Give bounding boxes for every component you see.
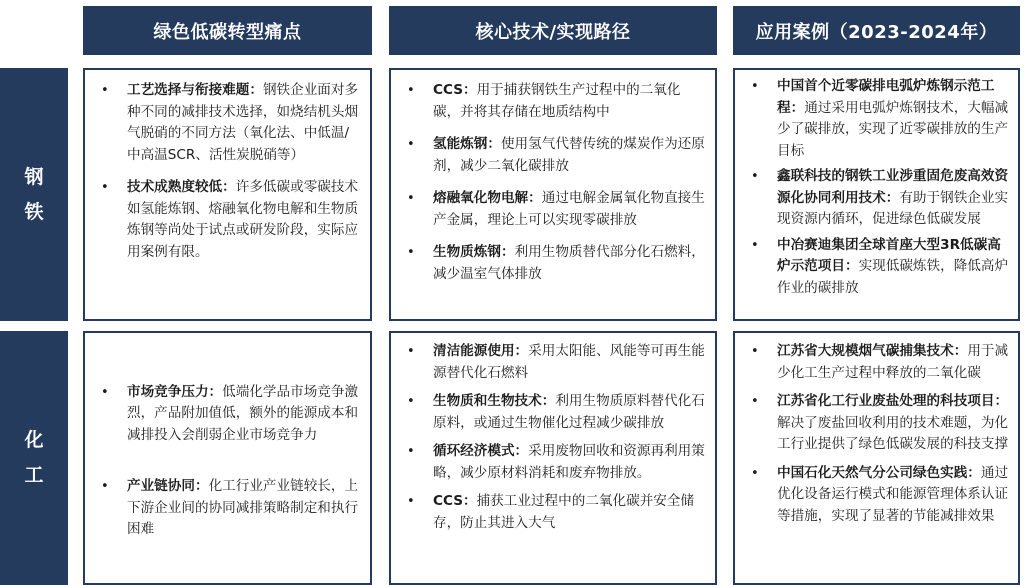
- chemical-cases-box: [733, 331, 1020, 585]
- row-label-steel: [0, 68, 68, 321]
- list-item: • CCS：用于捕获钢铁生产过程中的二氧化碳，并将其存储在地质结构中: [407, 82, 681, 120]
- list-item: • 工艺选择与衔接难题：钢铁企业面对多种不同的减排技术选择，如烧结机头烟气脱硝的不同方法（氧化法、中低温/中高温SCR、活性炭脱硝等）: [101, 82, 359, 163]
- row-label-char: 钢: [24, 165, 44, 188]
- list-item: • 生物质炼钢：利用生物质替代部分化石燃料，减少温室气体排放: [407, 244, 705, 282]
- row-label-char: 工: [24, 464, 44, 486]
- row-label-char: 化: [24, 429, 44, 451]
- list-item: • 技术成熟度较低：许多低碳或零碳技术如氢能炼钢、熔融氧化物电解和生物质炼钢等尚处于试点或研发阶段，实际应用案例有限。: [101, 179, 359, 260]
- steel-core-tech-box: [389, 68, 717, 321]
- list-item: • 熔融氧化物电解：通过电解金属氧化物直接生产金属，理论上可以实现零碳排放: [407, 190, 705, 228]
- list-item: • 中冶赛迪集团全球首座大型3R低碳高炉示范项目：实现低碳炼铁，降低高炉作业的碳排放: [751, 236, 1009, 296]
- header-core-tech: 核心技术/实现路径: [389, 6, 717, 55]
- steel-cases-box: [733, 68, 1020, 321]
- header-cases: 应用案例（2023-2024年）: [733, 6, 1020, 55]
- list-item: • CCS：捕获工业过程中的二氧化碳并安全储存，防止其进入大气: [407, 493, 695, 531]
- list-item: • 生物质和生物技术：利用生物质原料替代化石原料，或通过生物催化过程减少碳排放: [407, 393, 705, 431]
- list-item: • 中国石化天然气分公司绿色实践：通过优化设备运行模式和能源管理体系认证等措施，实现了显著的节能减排效果: [751, 464, 1009, 524]
- list-item: • 氢能炼钢：使用氢气代替传统的煤炭作为还原剂，减少二氧化碳排放: [407, 136, 705, 174]
- list-item: • 鑫联科技的钢铁工业涉重固危废高效资源化协同利用技术：有助于钢铁企业实现资源内循环，促进绿色低碳发展: [751, 168, 1009, 227]
- row-label-char: 铁: [24, 200, 44, 223]
- list-item: • 市场竞争压力：低端化学品市场竞争激烈，产品附加值低，额外的能源成本和减排投入会削弱企业市场竞争力: [101, 383, 359, 443]
- chemical-core-tech-box: [389, 331, 717, 585]
- header-pain-points: 绿色低碳转型痛点: [83, 6, 372, 55]
- list-item: • 产业链协同：化工行业产业链较长，上下游企业间的协同减排策略制定和执行困难: [101, 478, 359, 537]
- list-item: • 循环经济模式：采用废物回收和资源再利用策略，减少原材料消耗和废弃物排放。: [407, 443, 705, 481]
- list-item: • 江苏省化工行业废盐处理的科技项目：解决了废盐回收利用的技术难题，为化工行业提供了绿色低碳发展的科技支撑: [751, 393, 1009, 452]
- chemical-pain-points-box: [83, 331, 372, 585]
- steel-pain-points-box: [83, 68, 372, 321]
- list-item: • 中国首个近零碳排电弧炉炼钢示范工程：通过采用电弧炉炼钢技术，大幅减少了碳排放，实现了近零碳排放的生产目标: [751, 78, 1009, 159]
- row-label-chemical: [0, 331, 68, 585]
- list-item: • 江苏省大规模烟气碳捕集技术：用于减少化工生产过程中释放的二氧化碳: [751, 343, 1009, 381]
- list-item: • 清洁能源使用：采用太阳能、风能等可再生能源替代化石燃料: [407, 343, 705, 381]
